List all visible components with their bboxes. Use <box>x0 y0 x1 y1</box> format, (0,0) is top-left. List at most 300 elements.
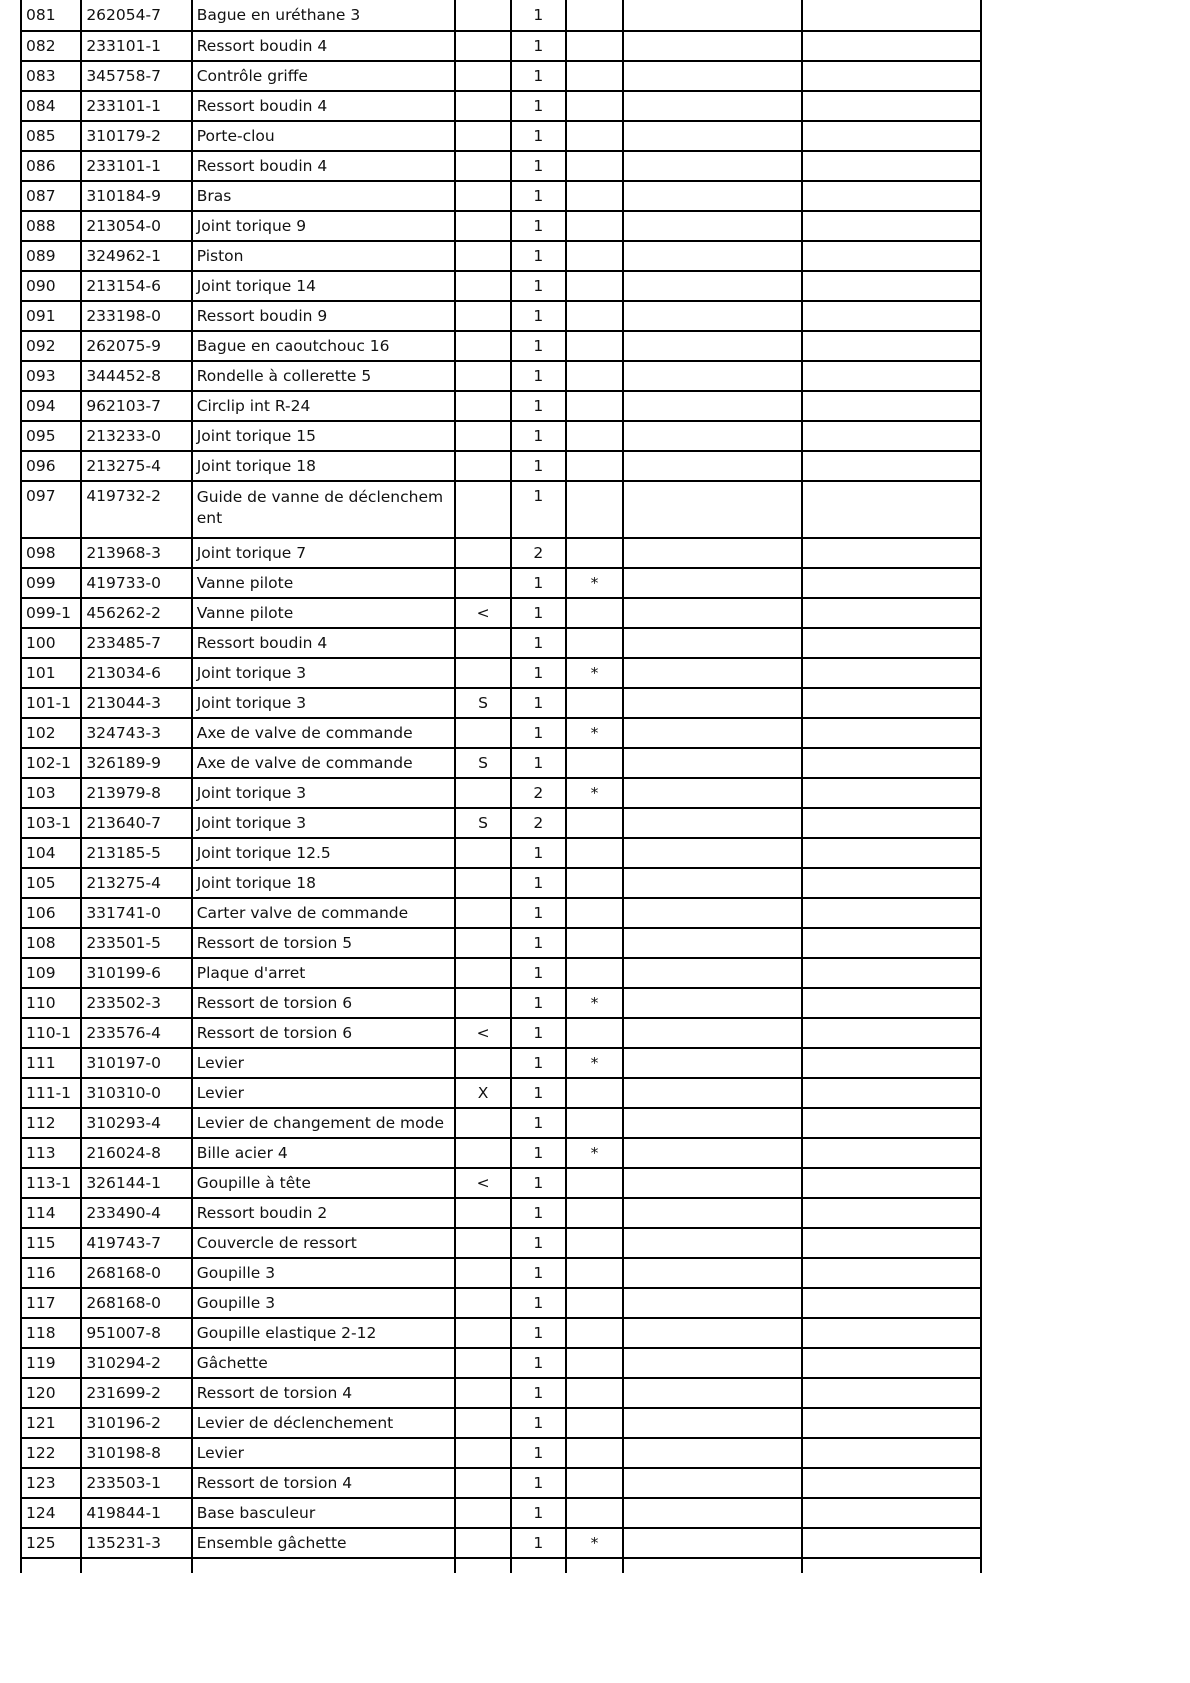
part-number-cell: 419844-1 <box>81 1498 191 1528</box>
quantity-cell: 1 <box>511 1138 566 1168</box>
quantity-cell: 1 <box>511 1468 566 1498</box>
change-mark-cell <box>455 1048 510 1078</box>
change-mark-cell <box>455 1228 510 1258</box>
part-number-cell: 326189-9 <box>81 748 191 778</box>
description-cell: Ressort de torsion 4 <box>192 1468 456 1498</box>
empty-cell <box>623 688 802 718</box>
table-row <box>21 808 981 838</box>
empty-cell <box>802 568 981 598</box>
part-number-cell: 951007-8 <box>81 1318 191 1348</box>
ref-number-cell: 125 <box>21 1528 81 1558</box>
quantity-cell: 1 <box>511 1408 566 1438</box>
change-mark-cell <box>455 898 510 928</box>
part-number-cell: 326144-1 <box>81 1168 191 1198</box>
quantity-cell: 1 <box>511 748 566 778</box>
ref-number-cell: 110-1 <box>21 1018 81 1048</box>
quantity-cell: 1 <box>511 91 566 121</box>
change-mark-cell <box>455 988 510 1018</box>
empty-cell <box>455 1558 510 1573</box>
part-number-cell: 456262-2 <box>81 598 191 628</box>
part-number-cell: 324743-3 <box>81 718 191 748</box>
empty-cell <box>511 1558 566 1573</box>
description-cell: Gâchette <box>192 1348 456 1378</box>
note-mark-cell <box>566 1378 623 1408</box>
quantity-cell: 1 <box>511 1528 566 1558</box>
description-cell: Piston <box>192 241 456 271</box>
ref-number-cell: 081 <box>21 0 81 31</box>
quantity-cell: 1 <box>511 0 566 31</box>
quantity-cell: 1 <box>511 271 566 301</box>
ref-number-cell: 118 <box>21 1318 81 1348</box>
note-mark-cell <box>566 1108 623 1138</box>
empty-cell <box>623 1348 802 1378</box>
table-row <box>21 1198 981 1228</box>
change-mark-cell <box>455 31 510 61</box>
quantity-cell: 1 <box>511 1078 566 1108</box>
quantity-cell: 1 <box>511 688 566 718</box>
empty-cell <box>802 1198 981 1228</box>
change-mark-cell <box>455 1108 510 1138</box>
part-number-cell: 262075-9 <box>81 331 191 361</box>
part-number-cell: 345758-7 <box>81 61 191 91</box>
change-mark-cell <box>455 928 510 958</box>
empty-cell <box>802 1408 981 1438</box>
change-mark-cell <box>455 211 510 241</box>
part-number-cell: 268168-0 <box>81 1288 191 1318</box>
part-number-cell: 233503-1 <box>81 1468 191 1498</box>
quantity-cell: 1 <box>511 1258 566 1288</box>
empty-cell <box>802 1078 981 1108</box>
note-mark-cell <box>566 1498 623 1528</box>
description-cell: Axe de valve de commande <box>192 748 456 778</box>
change-mark-cell <box>455 181 510 211</box>
quantity-cell: 2 <box>511 808 566 838</box>
description-cell: Ressort boudin 4 <box>192 628 456 658</box>
empty-cell <box>623 958 802 988</box>
description-cell: Plaque d'arret <box>192 958 456 988</box>
empty-cell <box>623 241 802 271</box>
empty-cell <box>21 1558 81 1573</box>
note-mark-cell <box>566 688 623 718</box>
note-mark-cell <box>566 1408 623 1438</box>
part-number-cell: 310197-0 <box>81 1048 191 1078</box>
ref-number-cell: 105 <box>21 868 81 898</box>
quantity-cell: 1 <box>511 658 566 688</box>
ref-number-cell: 089 <box>21 241 81 271</box>
empty-cell <box>192 1558 456 1573</box>
empty-cell <box>623 1138 802 1168</box>
change-mark-cell: S <box>455 748 510 778</box>
table-row <box>21 958 981 988</box>
description-cell: Bague en caoutchouc 16 <box>192 331 456 361</box>
empty-cell <box>623 1318 802 1348</box>
empty-cell <box>623 1438 802 1468</box>
description-cell: Levier <box>192 1438 456 1468</box>
quantity-cell: 1 <box>511 391 566 421</box>
quantity-cell: 2 <box>511 538 566 568</box>
empty-cell <box>802 1258 981 1288</box>
quantity-cell: 1 <box>511 31 566 61</box>
ref-number-cell: 095 <box>21 421 81 451</box>
description-cell: Guide de vanne de déclenchement <box>192 481 456 538</box>
change-mark-cell <box>455 1348 510 1378</box>
part-number-cell: 135231-3 <box>81 1528 191 1558</box>
table-row <box>21 1378 981 1408</box>
description-cell: Joint torique 3 <box>192 658 456 688</box>
empty-cell <box>802 181 981 211</box>
change-mark-cell <box>455 1408 510 1438</box>
note-mark-cell <box>566 91 623 121</box>
part-number-cell: 310294-2 <box>81 1348 191 1378</box>
note-mark-cell: * <box>566 1528 623 1558</box>
note-mark-cell <box>566 1018 623 1048</box>
empty-cell <box>623 1078 802 1108</box>
description-cell: Ressort de torsion 5 <box>192 928 456 958</box>
ref-number-cell: 115 <box>21 1228 81 1258</box>
note-mark-cell <box>566 421 623 451</box>
part-number-cell: 331741-0 <box>81 898 191 928</box>
empty-cell <box>623 1198 802 1228</box>
part-number-cell: 213034-6 <box>81 658 191 688</box>
note-mark-cell: * <box>566 988 623 1018</box>
empty-cell <box>623 1408 802 1438</box>
quantity-cell: 1 <box>511 898 566 928</box>
table-row <box>21 1168 981 1198</box>
empty-cell <box>802 1138 981 1168</box>
table-row <box>21 481 981 538</box>
table-row <box>21 1048 981 1078</box>
empty-cell <box>802 1498 981 1528</box>
change-mark-cell <box>455 421 510 451</box>
empty-cell <box>802 31 981 61</box>
note-mark-cell: * <box>566 778 623 808</box>
note-mark-cell <box>566 1318 623 1348</box>
quantity-cell: 2 <box>511 778 566 808</box>
part-number-cell: 233101-1 <box>81 31 191 61</box>
note-mark-cell <box>566 928 623 958</box>
empty-cell <box>623 211 802 241</box>
quantity-cell: 1 <box>511 838 566 868</box>
empty-cell <box>802 778 981 808</box>
note-mark-cell <box>566 301 623 331</box>
change-mark-cell <box>455 718 510 748</box>
description-cell: Vanne pilote <box>192 598 456 628</box>
description-cell: Ressort de torsion 6 <box>192 988 456 1018</box>
description-cell: Joint torique 3 <box>192 808 456 838</box>
ref-number-cell: 101 <box>21 658 81 688</box>
description-cell: Rondelle à collerette 5 <box>192 361 456 391</box>
table-row <box>21 331 981 361</box>
description-cell: Vanne pilote <box>192 568 456 598</box>
change-mark-cell <box>455 61 510 91</box>
description-cell: Ressort boudin 4 <box>192 151 456 181</box>
table-row <box>21 688 981 718</box>
table-row <box>21 361 981 391</box>
change-mark-cell: X <box>455 1078 510 1108</box>
table-row <box>21 1288 981 1318</box>
empty-cell <box>623 1168 802 1198</box>
empty-cell <box>802 1438 981 1468</box>
ref-number-cell: 109 <box>21 958 81 988</box>
note-mark-cell <box>566 838 623 868</box>
note-mark-cell: * <box>566 658 623 688</box>
empty-cell <box>802 151 981 181</box>
ref-number-cell: 096 <box>21 451 81 481</box>
ref-number-cell: 124 <box>21 1498 81 1528</box>
empty-cell <box>623 1558 802 1573</box>
part-number-cell: 310196-2 <box>81 1408 191 1438</box>
change-mark-cell <box>455 1378 510 1408</box>
ref-number-cell: 103 <box>21 778 81 808</box>
empty-cell <box>623 61 802 91</box>
part-number-cell: 213640-7 <box>81 808 191 838</box>
description-cell: Ressort de torsion 6 <box>192 1018 456 1048</box>
description-cell: Goupille à tête <box>192 1168 456 1198</box>
quantity-cell: 1 <box>511 211 566 241</box>
empty-cell <box>623 928 802 958</box>
ref-number-cell: 102-1 <box>21 748 81 778</box>
empty-cell <box>802 1108 981 1138</box>
table-row <box>21 1078 981 1108</box>
table-row <box>21 1468 981 1498</box>
note-mark-cell <box>566 1438 623 1468</box>
quantity-cell: 1 <box>511 988 566 1018</box>
ref-number-cell: 084 <box>21 91 81 121</box>
part-number-cell: 310198-8 <box>81 1438 191 1468</box>
note-mark-cell <box>566 151 623 181</box>
part-number-cell: 962103-7 <box>81 391 191 421</box>
change-mark-cell: < <box>455 1018 510 1048</box>
description-cell: Joint torique 7 <box>192 538 456 568</box>
ref-number-cell: 086 <box>21 151 81 181</box>
part-number-cell: 213185-5 <box>81 838 191 868</box>
empty-cell <box>802 1288 981 1318</box>
empty-cell <box>623 778 802 808</box>
quantity-cell: 1 <box>511 1348 566 1378</box>
part-number-cell: 233501-5 <box>81 928 191 958</box>
quantity-cell: 1 <box>511 151 566 181</box>
note-mark-cell: * <box>566 568 623 598</box>
quantity-cell: 1 <box>511 1108 566 1138</box>
table-row <box>21 91 981 121</box>
empty-cell <box>802 538 981 568</box>
empty-cell <box>623 1468 802 1498</box>
note-mark-cell <box>566 1228 623 1258</box>
ref-number-cell: 085 <box>21 121 81 151</box>
empty-cell <box>623 181 802 211</box>
table-row <box>21 838 981 868</box>
change-mark-cell <box>455 301 510 331</box>
empty-cell <box>802 1318 981 1348</box>
ref-number-cell: 101-1 <box>21 688 81 718</box>
empty-cell <box>802 838 981 868</box>
part-number-cell: 419732-2 <box>81 481 191 538</box>
quantity-cell: 1 <box>511 61 566 91</box>
ref-number-cell: 123 <box>21 1468 81 1498</box>
table-row <box>21 241 981 271</box>
empty-cell <box>802 628 981 658</box>
ref-number-cell: 116 <box>21 1258 81 1288</box>
note-mark-cell <box>566 451 623 481</box>
table-row <box>21 628 981 658</box>
change-mark-cell <box>455 778 510 808</box>
empty-cell <box>623 808 802 838</box>
ref-number-cell: 091 <box>21 301 81 331</box>
empty-cell <box>623 1228 802 1258</box>
table-row <box>21 121 981 151</box>
description-cell: Axe de valve de commande <box>192 718 456 748</box>
quantity-cell: 1 <box>511 1378 566 1408</box>
table-row <box>21 211 981 241</box>
empty-cell <box>802 331 981 361</box>
empty-cell <box>623 1108 802 1138</box>
table-row <box>21 1018 981 1048</box>
ref-number-cell: 094 <box>21 391 81 421</box>
table-row <box>21 1438 981 1468</box>
ref-number-cell: 087 <box>21 181 81 211</box>
empty-cell <box>623 1528 802 1558</box>
quantity-cell: 1 <box>511 481 566 538</box>
ref-number-cell: 102 <box>21 718 81 748</box>
empty-cell <box>623 898 802 928</box>
table-row <box>21 181 981 211</box>
change-mark-cell <box>455 271 510 301</box>
empty-cell <box>802 421 981 451</box>
change-mark-cell <box>455 538 510 568</box>
change-mark-cell <box>455 241 510 271</box>
part-number-cell: 231699-2 <box>81 1378 191 1408</box>
table-row <box>21 898 981 928</box>
table-row <box>21 271 981 301</box>
part-number-cell: 310293-4 <box>81 1108 191 1138</box>
table-row <box>21 451 981 481</box>
quantity-cell: 1 <box>511 628 566 658</box>
quantity-cell: 1 <box>511 121 566 151</box>
empty-cell <box>623 988 802 1018</box>
change-mark-cell: S <box>455 688 510 718</box>
empty-cell <box>81 1558 191 1573</box>
part-number-cell: 216024-8 <box>81 1138 191 1168</box>
quantity-cell: 1 <box>511 598 566 628</box>
description-cell: Base basculeur <box>192 1498 456 1528</box>
change-mark-cell <box>455 1258 510 1288</box>
note-mark-cell <box>566 808 623 838</box>
description-cell: Levier <box>192 1078 456 1108</box>
table-row <box>21 421 981 451</box>
quantity-cell: 1 <box>511 451 566 481</box>
description-cell: Goupille 3 <box>192 1258 456 1288</box>
part-number-cell: 310310-0 <box>81 1078 191 1108</box>
note-mark-cell <box>566 1288 623 1318</box>
quantity-cell: 1 <box>511 1318 566 1348</box>
empty-cell <box>802 361 981 391</box>
table-row <box>21 598 981 628</box>
note-mark-cell <box>566 868 623 898</box>
change-mark-cell <box>455 838 510 868</box>
note-mark-cell <box>566 61 623 91</box>
empty-cell <box>802 598 981 628</box>
table-row <box>21 718 981 748</box>
part-number-cell: 310199-6 <box>81 958 191 988</box>
empty-cell <box>623 568 802 598</box>
ref-number-cell: 111-1 <box>21 1078 81 1108</box>
part-number-cell: 233490-4 <box>81 1198 191 1228</box>
table-row <box>21 988 981 1018</box>
empty-cell <box>623 1288 802 1318</box>
quantity-cell: 1 <box>511 568 566 598</box>
table-row <box>21 658 981 688</box>
change-mark-cell <box>455 331 510 361</box>
empty-cell <box>623 121 802 151</box>
table-row <box>21 1348 981 1378</box>
quantity-cell: 1 <box>511 868 566 898</box>
empty-cell <box>802 898 981 928</box>
part-number-cell: 233101-1 <box>81 91 191 121</box>
parts-table <box>20 0 982 1573</box>
note-mark-cell: * <box>566 1138 623 1168</box>
quantity-cell: 1 <box>511 1288 566 1318</box>
change-mark-cell <box>455 1498 510 1528</box>
ref-number-cell: 097 <box>21 481 81 538</box>
change-mark-cell <box>455 868 510 898</box>
empty-cell <box>623 301 802 331</box>
part-number-cell: 310179-2 <box>81 121 191 151</box>
empty-cell <box>566 1558 623 1573</box>
empty-cell <box>802 271 981 301</box>
empty-cell <box>802 958 981 988</box>
empty-cell <box>623 421 802 451</box>
empty-cell <box>623 538 802 568</box>
description-cell: Joint torique 9 <box>192 211 456 241</box>
ref-number-cell: 120 <box>21 1378 81 1408</box>
note-mark-cell <box>566 361 623 391</box>
empty-cell <box>623 271 802 301</box>
empty-cell <box>802 988 981 1018</box>
ref-number-cell: 083 <box>21 61 81 91</box>
empty-cell <box>623 718 802 748</box>
description-cell: Joint torique 18 <box>192 451 456 481</box>
description-cell: Ressort boudin 2 <box>192 1198 456 1228</box>
empty-cell <box>623 748 802 778</box>
part-number-cell: 262054-7 <box>81 0 191 31</box>
part-number-cell: 213154-6 <box>81 271 191 301</box>
empty-cell <box>802 0 981 31</box>
description-cell: Contrôle griffe <box>192 61 456 91</box>
change-mark-cell <box>455 91 510 121</box>
part-number-cell: 233101-1 <box>81 151 191 181</box>
part-number-cell: 419743-7 <box>81 1228 191 1258</box>
change-mark-cell <box>455 151 510 181</box>
quantity-cell: 1 <box>511 331 566 361</box>
quantity-cell: 1 <box>511 1018 566 1048</box>
empty-cell <box>802 1378 981 1408</box>
empty-cell <box>802 451 981 481</box>
description-cell: Bras <box>192 181 456 211</box>
note-mark-cell <box>566 1168 623 1198</box>
ref-number-cell: 104 <box>21 838 81 868</box>
empty-cell <box>623 1258 802 1288</box>
ref-number-cell: 103-1 <box>21 808 81 838</box>
empty-cell <box>802 1048 981 1078</box>
empty-cell <box>802 1228 981 1258</box>
ref-number-cell: 111 <box>21 1048 81 1078</box>
empty-cell <box>802 481 981 538</box>
quantity-cell: 1 <box>511 1228 566 1258</box>
table-row <box>21 568 981 598</box>
description-cell: Levier <box>192 1048 456 1078</box>
change-mark-cell: < <box>455 1168 510 1198</box>
ref-number-cell: 093 <box>21 361 81 391</box>
